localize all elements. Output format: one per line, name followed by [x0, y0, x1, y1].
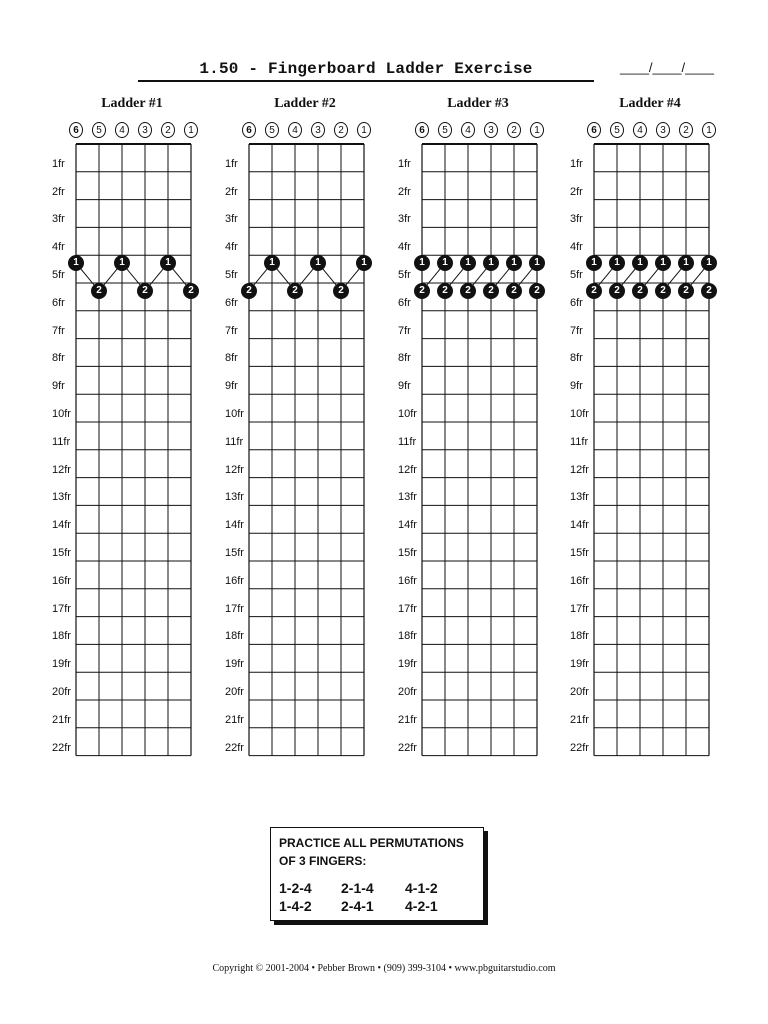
- fret-label: 2fr: [398, 185, 411, 198]
- fret-label: 2fr: [570, 185, 583, 198]
- ladder-title: Ladder #4: [619, 96, 681, 111]
- fret-label: 15fr: [52, 547, 71, 559]
- fret-label: 8fr: [52, 352, 65, 365]
- finger-dot: 1: [483, 255, 499, 271]
- fret-label: 9fr: [52, 380, 65, 393]
- page-title: 1.50 - Fingerboard Ladder Exercise: [199, 60, 533, 78]
- permutation: 4-2-1: [405, 898, 438, 914]
- fret-label: 13fr: [570, 491, 589, 504]
- practice-heading: [279, 834, 464, 870]
- fret-label: 15fr: [225, 547, 244, 559]
- fret-label: 22fr: [398, 741, 417, 754]
- finger-dot: 2: [287, 283, 303, 299]
- copyright-footer: [0, 963, 768, 974]
- fret-label: 18fr: [225, 630, 244, 643]
- string-number-6: 6: [69, 122, 83, 138]
- fret-label: 6fr: [398, 296, 411, 309]
- fret-label: 20fr: [52, 686, 71, 698]
- fret-label: 3fr: [52, 213, 65, 226]
- string-number-5: 5: [610, 122, 624, 138]
- practice-heading-line1: PRACTICE ALL PERMUTATIONS: [279, 836, 464, 850]
- fret-label: 15fr: [398, 547, 417, 559]
- fret-label: 14fr: [225, 519, 244, 532]
- finger-dot: 1: [160, 255, 176, 271]
- copyright-text: Copyright © 2001-2004: [212, 963, 309, 974]
- fret-label: 4fr: [398, 241, 411, 254]
- finger-dot: 2: [437, 283, 453, 299]
- string-number-1: 1: [357, 122, 371, 138]
- ladder-1: [52, 92, 222, 762]
- fret-label: 1fr: [570, 157, 583, 170]
- fret-label: 6fr: [225, 296, 238, 309]
- fret-label: 1fr: [398, 157, 411, 170]
- ladder-3: [398, 92, 568, 762]
- finger-dot: 1: [310, 255, 326, 271]
- permutation: 1-4-2: [279, 898, 312, 914]
- fret-label: 21fr: [570, 713, 589, 726]
- title-bar: [138, 58, 594, 82]
- bullet-separator: •: [311, 963, 318, 974]
- finger-dot: 2: [414, 283, 430, 299]
- fret-label: 5fr: [398, 269, 411, 281]
- string-number-2: 2: [334, 122, 348, 138]
- finger-dot: 2: [183, 283, 199, 299]
- finger-dot: 2: [137, 283, 153, 299]
- ladder-title: Ladder #1: [101, 96, 163, 111]
- fret-label: 16fr: [570, 574, 589, 587]
- website-link[interactable]: www.pbguitarstudio.com: [454, 963, 556, 974]
- fret-label: 16fr: [52, 574, 71, 587]
- fret-label: 3fr: [570, 213, 583, 226]
- finger-dot: 1: [678, 255, 694, 271]
- fret-label: 8fr: [570, 352, 583, 365]
- finger-dot: 1: [701, 255, 717, 271]
- finger-dot: 2: [333, 283, 349, 299]
- string-number-5: 5: [265, 122, 279, 138]
- string-number-2: 2: [679, 122, 693, 138]
- string-number-1: 1: [702, 122, 716, 138]
- string-number-5: 5: [438, 122, 452, 138]
- practice-box: [270, 827, 484, 921]
- finger-dot: 2: [678, 283, 694, 299]
- permutation: 1-2-4: [279, 880, 312, 896]
- string-header: [225, 122, 395, 142]
- fret-label: 1fr: [225, 157, 238, 170]
- finger-dot: 1: [68, 255, 84, 271]
- fret-label: 2fr: [52, 185, 65, 198]
- fret-label: 17fr: [398, 602, 417, 615]
- fret-label: 20fr: [225, 686, 244, 698]
- fret-label: 10fr: [570, 408, 589, 420]
- string-number-6: 6: [587, 122, 601, 138]
- fret-label: 22fr: [225, 741, 244, 754]
- fret-label: 9fr: [225, 380, 238, 393]
- fret-label: 5fr: [570, 269, 583, 281]
- fret-label: 17fr: [570, 602, 589, 615]
- fret-label: 16fr: [398, 574, 417, 587]
- fret-label: 10fr: [398, 408, 417, 420]
- fret-label: 16fr: [225, 574, 244, 587]
- fret-label: 20fr: [398, 686, 417, 698]
- fret-label: 19fr: [570, 658, 589, 671]
- fret-label: 10fr: [225, 408, 244, 420]
- fret-label: 11fr: [52, 435, 71, 448]
- string-header: [398, 122, 568, 142]
- string-number-3: 3: [311, 122, 325, 138]
- fretboard-grid: [592, 142, 711, 758]
- fret-label: 12fr: [52, 463, 71, 476]
- fret-label: 19fr: [398, 658, 417, 671]
- fret-label: 14fr: [398, 519, 417, 532]
- finger-dot: 2: [483, 283, 499, 299]
- fret-label: 13fr: [225, 491, 244, 504]
- fret-label: 8fr: [398, 352, 411, 365]
- string-number-3: 3: [656, 122, 670, 138]
- fret-label: 22fr: [570, 741, 589, 754]
- fret-label: 3fr: [398, 213, 411, 226]
- fret-label: 18fr: [570, 630, 589, 643]
- finger-dot: 1: [460, 255, 476, 271]
- string-number-3: 3: [484, 122, 498, 138]
- fret-label: 22fr: [52, 741, 71, 754]
- fret-label: 15fr: [570, 547, 589, 559]
- finger-dot: 1: [414, 255, 430, 271]
- fret-label: 11fr: [225, 435, 244, 448]
- fret-label: 21fr: [225, 713, 244, 726]
- fret-label: 11fr: [570, 435, 589, 448]
- finger-dot: 1: [114, 255, 130, 271]
- fret-label: 13fr: [52, 491, 71, 504]
- fret-label: 9fr: [570, 380, 583, 393]
- fret-label: 7fr: [398, 324, 411, 337]
- finger-dot: 1: [632, 255, 648, 271]
- bullet-separator: •: [448, 963, 455, 974]
- finger-dot: 2: [655, 283, 671, 299]
- string-number-4: 4: [633, 122, 647, 138]
- ladder-title: Ladder #2: [274, 96, 336, 111]
- finger-dot: 2: [609, 283, 625, 299]
- finger-dot: 2: [91, 283, 107, 299]
- finger-dot: 1: [655, 255, 671, 271]
- fret-label: 4fr: [570, 241, 583, 254]
- fret-label: 14fr: [570, 519, 589, 532]
- finger-dot: 2: [701, 283, 717, 299]
- fret-label: 3fr: [225, 213, 238, 226]
- finger-dot: 1: [506, 255, 522, 271]
- fret-label: 14fr: [52, 519, 71, 532]
- fret-label: 18fr: [52, 630, 71, 643]
- string-number-4: 4: [288, 122, 302, 138]
- finger-dot: 1: [529, 255, 545, 271]
- finger-dot: 2: [506, 283, 522, 299]
- fret-label: 21fr: [52, 713, 71, 726]
- fret-label: 17fr: [225, 602, 244, 615]
- finger-dot: 1: [356, 255, 372, 271]
- finger-dot: 1: [586, 255, 602, 271]
- string-number-4: 4: [115, 122, 129, 138]
- author-name: Pebber Brown: [317, 963, 375, 974]
- fret-label: 11fr: [398, 435, 417, 448]
- string-number-6: 6: [415, 122, 429, 138]
- fret-label: 12fr: [398, 463, 417, 476]
- fret-label: 5fr: [52, 269, 65, 281]
- string-header: [570, 122, 740, 142]
- fret-label: 4fr: [225, 241, 238, 254]
- fretboard-grid: [420, 142, 539, 758]
- string-number-5: 5: [92, 122, 106, 138]
- finger-dot: 1: [264, 255, 280, 271]
- fret-label: 12fr: [570, 463, 589, 476]
- phone-number: (909) 399-3104: [383, 963, 446, 974]
- fret-label: 19fr: [225, 658, 244, 671]
- string-header: [52, 122, 222, 142]
- permutation: 4-1-2: [405, 880, 438, 896]
- practice-heading-line2: OF 3 FINGERS:: [279, 854, 367, 868]
- fret-label: 1fr: [52, 157, 65, 170]
- fret-label: 9fr: [398, 380, 411, 393]
- finger-dot: 1: [437, 255, 453, 271]
- bullet-separator: •: [377, 963, 384, 974]
- fretboard-grid: [74, 142, 193, 758]
- finger-dot: 2: [529, 283, 545, 299]
- fretboard-grid: [247, 142, 366, 758]
- string-number-4: 4: [461, 122, 475, 138]
- fret-label: 7fr: [570, 324, 583, 337]
- fret-label: 6fr: [570, 296, 583, 309]
- string-number-1: 1: [184, 122, 198, 138]
- fret-label: 20fr: [570, 686, 589, 698]
- string-number-2: 2: [161, 122, 175, 138]
- fret-label: 21fr: [398, 713, 417, 726]
- string-number-1: 1: [530, 122, 544, 138]
- fret-label: 18fr: [398, 630, 417, 643]
- permutation: 2-1-4: [341, 880, 374, 896]
- ladder-2: [225, 92, 395, 762]
- fret-label: 4fr: [52, 241, 65, 254]
- permutation: 2-4-1: [341, 898, 374, 914]
- fret-label: 17fr: [52, 602, 71, 615]
- fret-label: 12fr: [225, 463, 244, 476]
- string-number-3: 3: [138, 122, 152, 138]
- fret-label: 5fr: [225, 269, 238, 281]
- finger-dot: 2: [586, 283, 602, 299]
- fret-label: 10fr: [52, 408, 71, 420]
- ladder-4: [570, 92, 740, 762]
- fret-label: 6fr: [52, 296, 65, 309]
- finger-dot: 2: [460, 283, 476, 299]
- finger-dot: 1: [609, 255, 625, 271]
- date-blank: ____/____/____: [620, 60, 714, 75]
- fret-label: 7fr: [225, 324, 238, 337]
- fret-label: 8fr: [225, 352, 238, 365]
- fret-label: 7fr: [52, 324, 65, 337]
- ladder-title: Ladder #3: [447, 96, 509, 111]
- fret-label: 19fr: [52, 658, 71, 671]
- fret-label: 2fr: [225, 185, 238, 198]
- string-number-6: 6: [242, 122, 256, 138]
- string-number-2: 2: [507, 122, 521, 138]
- finger-dot: 2: [241, 283, 257, 299]
- fret-label: 13fr: [398, 491, 417, 504]
- finger-dot: 2: [632, 283, 648, 299]
